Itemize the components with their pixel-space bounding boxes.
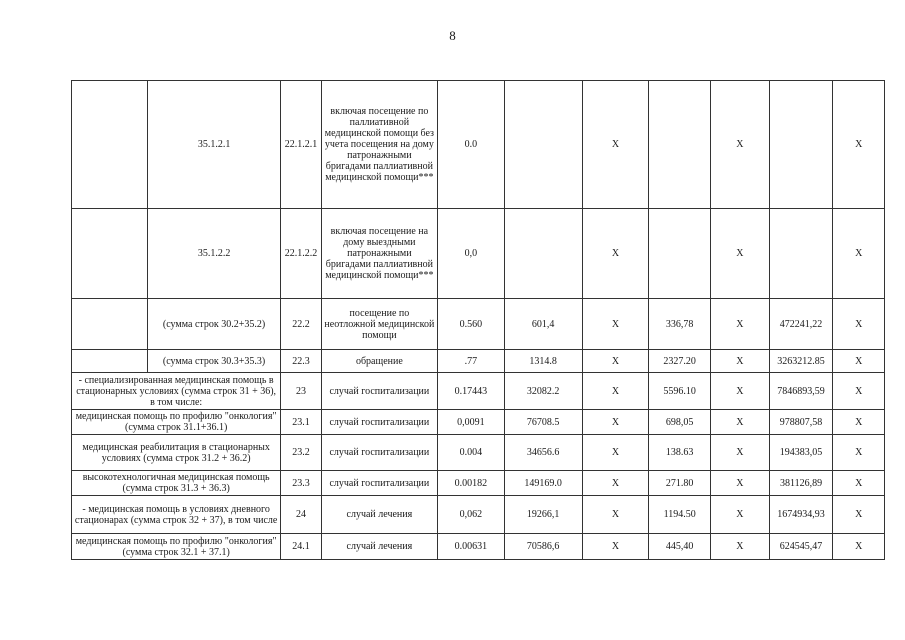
value-cell-c1: .77 xyxy=(438,350,505,373)
value-cell-c2: 70586,6 xyxy=(504,534,582,560)
value-cell-c3: X xyxy=(582,350,649,373)
unit-cell: включая посещение по паллиативной медицинской помощи без учета посещения на дому патронажными бригадами паллиативной медицинской помощи*** xyxy=(321,81,437,209)
value-cell-c6 xyxy=(769,209,833,299)
unit-cell: включая посещение на дому выездными патронажными бригадами паллиативной медицинской помощи*** xyxy=(321,209,437,299)
value-cell-c5: X xyxy=(711,209,770,299)
value-cell-c7: X xyxy=(833,373,885,410)
value-cell-c4: 445,40 xyxy=(649,534,711,560)
value-cell-c3: X xyxy=(582,81,649,209)
value-cell-c6: 3263212.85 xyxy=(769,350,833,373)
table-row xyxy=(72,410,885,435)
row-code-cell: 22.2 xyxy=(281,299,321,350)
value-cell-c2: 19266,1 xyxy=(504,496,582,534)
row-name-cell: медицинская помощь по профилю "онкология" (сумма строк 32.1 + 37.1) xyxy=(72,534,281,560)
unit-cell: случай госпитализации xyxy=(321,410,437,435)
value-cell-c2 xyxy=(504,81,582,209)
value-cell-c6: 381126,89 xyxy=(769,471,833,496)
value-cell-c3: X xyxy=(582,496,649,534)
value-cell-c6: 7846893,59 xyxy=(769,373,833,410)
unit-cell: случай лечения xyxy=(321,496,437,534)
table-row xyxy=(72,471,885,496)
value-cell-c4 xyxy=(649,81,711,209)
row-code-cell: 22.3 xyxy=(281,350,321,373)
row-number-cell: 35.1.2.1 xyxy=(147,81,280,209)
value-cell-c5: X xyxy=(711,496,770,534)
row-number-cell: (сумма строк 30.3+35.3) xyxy=(147,350,280,373)
value-cell-c5: X xyxy=(711,299,770,350)
value-cell-c4: 138.63 xyxy=(649,435,711,471)
value-cell-c4: 271.80 xyxy=(649,471,711,496)
unit-cell: случай госпитализации xyxy=(321,435,437,471)
table-row xyxy=(72,373,885,410)
value-cell-c1: 0.004 xyxy=(438,435,505,471)
value-cell-c7: X xyxy=(833,534,885,560)
row-code-cell: 24.1 xyxy=(281,534,321,560)
row-name-cell: - медицинская помощь в условиях дневного стационарах (сумма строк 32 + 37), в том числе xyxy=(72,496,281,534)
table-row xyxy=(72,209,885,299)
value-cell-c7: X xyxy=(833,209,885,299)
value-cell-c5: X xyxy=(711,534,770,560)
value-cell-c6: 624545,47 xyxy=(769,534,833,560)
table-row xyxy=(72,496,885,534)
value-cell-c2: 1314.8 xyxy=(504,350,582,373)
value-cell-c2: 149169.0 xyxy=(504,471,582,496)
value-cell-c3: X xyxy=(582,534,649,560)
row-name-cell: - специализированная медицинская помощь в стационарных условиях (сумма строк 31 + 36), в том числе: xyxy=(72,373,281,410)
value-cell-c5: X xyxy=(711,435,770,471)
value-cell-c6: 194383,05 xyxy=(769,435,833,471)
value-cell-c7: X xyxy=(833,350,885,373)
value-cell-c4: 698,05 xyxy=(649,410,711,435)
value-cell-c1: 0.560 xyxy=(438,299,505,350)
data-table xyxy=(71,80,885,560)
value-cell-c1: 0.17443 xyxy=(438,373,505,410)
value-cell-c1: 0,062 xyxy=(438,496,505,534)
empty-cell xyxy=(72,299,148,350)
row-code-cell: 24 xyxy=(281,496,321,534)
value-cell-c6: 1674934,93 xyxy=(769,496,833,534)
value-cell-c5: X xyxy=(711,81,770,209)
empty-cell xyxy=(72,209,148,299)
unit-cell: посещение по неотложной медицинской помощи xyxy=(321,299,437,350)
value-cell-c5: X xyxy=(711,410,770,435)
table-row xyxy=(72,435,885,471)
value-cell-c3: X xyxy=(582,209,649,299)
row-code-cell: 22.1.2.2 xyxy=(281,209,321,299)
page-number: 8 xyxy=(449,28,456,43)
unit-cell: случай лечения xyxy=(321,534,437,560)
row-name-cell: высокотехнологичная медицинская помощь (сумма строк 31.3 + 36.3) xyxy=(72,471,281,496)
value-cell-c5: X xyxy=(711,373,770,410)
table-row xyxy=(72,534,885,560)
empty-cell xyxy=(72,81,148,209)
table-row xyxy=(72,350,885,373)
value-cell-c2: 601,4 xyxy=(504,299,582,350)
value-cell-c4: 336,78 xyxy=(649,299,711,350)
row-code-cell: 23.1 xyxy=(281,410,321,435)
row-code-cell: 23 xyxy=(281,373,321,410)
value-cell-c7: X xyxy=(833,471,885,496)
value-cell-c7: X xyxy=(833,410,885,435)
value-cell-c5: X xyxy=(711,350,770,373)
row-code-cell: 23.3 xyxy=(281,471,321,496)
value-cell-c1: 0.0 xyxy=(438,81,505,209)
value-cell-c2 xyxy=(504,209,582,299)
value-cell-c4: 1194.50 xyxy=(649,496,711,534)
value-cell-c6: 978807,58 xyxy=(769,410,833,435)
value-cell-c2: 32082.2 xyxy=(504,373,582,410)
row-name-cell: медицинская реабилитация в стационарных условиях (сумма строк 31.2 + 36.2) xyxy=(72,435,281,471)
table-row xyxy=(72,299,885,350)
row-code-cell: 22.1.2.1 xyxy=(281,81,321,209)
value-cell-c7: X xyxy=(833,435,885,471)
empty-cell xyxy=(72,350,148,373)
value-cell-c6: 472241,22 xyxy=(769,299,833,350)
row-number-cell: 35.1.2.2 xyxy=(147,209,280,299)
value-cell-c2: 76708.5 xyxy=(504,410,582,435)
unit-cell: случай госпитализации xyxy=(321,373,437,410)
value-cell-c7: X xyxy=(833,496,885,534)
value-cell-c3: X xyxy=(582,373,649,410)
value-cell-c2: 34656.6 xyxy=(504,435,582,471)
value-cell-c3: X xyxy=(582,435,649,471)
unit-cell: случай госпитализации xyxy=(321,471,437,496)
row-code-cell: 23.2 xyxy=(281,435,321,471)
value-cell-c4: 2327.20 xyxy=(649,350,711,373)
value-cell-c1: 0,0091 xyxy=(438,410,505,435)
value-cell-c7: X xyxy=(833,81,885,209)
value-cell-c4: 5596.10 xyxy=(649,373,711,410)
value-cell-c5: X xyxy=(711,471,770,496)
value-cell-c7: X xyxy=(833,299,885,350)
value-cell-c1: 0,0 xyxy=(438,209,505,299)
table-row xyxy=(72,81,885,209)
row-number-cell: (сумма строк 30.2+35.2) xyxy=(147,299,280,350)
unit-cell: обращение xyxy=(321,350,437,373)
value-cell-c4 xyxy=(649,209,711,299)
row-name-cell: медицинская помощь по профилю "онкология" (сумма строк 31.1+36.1) xyxy=(72,410,281,435)
value-cell-c1: 0.00631 xyxy=(438,534,505,560)
value-cell-c3: X xyxy=(582,471,649,496)
value-cell-c3: X xyxy=(582,299,649,350)
value-cell-c6 xyxy=(769,81,833,209)
value-cell-c1: 0.00182 xyxy=(438,471,505,496)
value-cell-c3: X xyxy=(582,410,649,435)
